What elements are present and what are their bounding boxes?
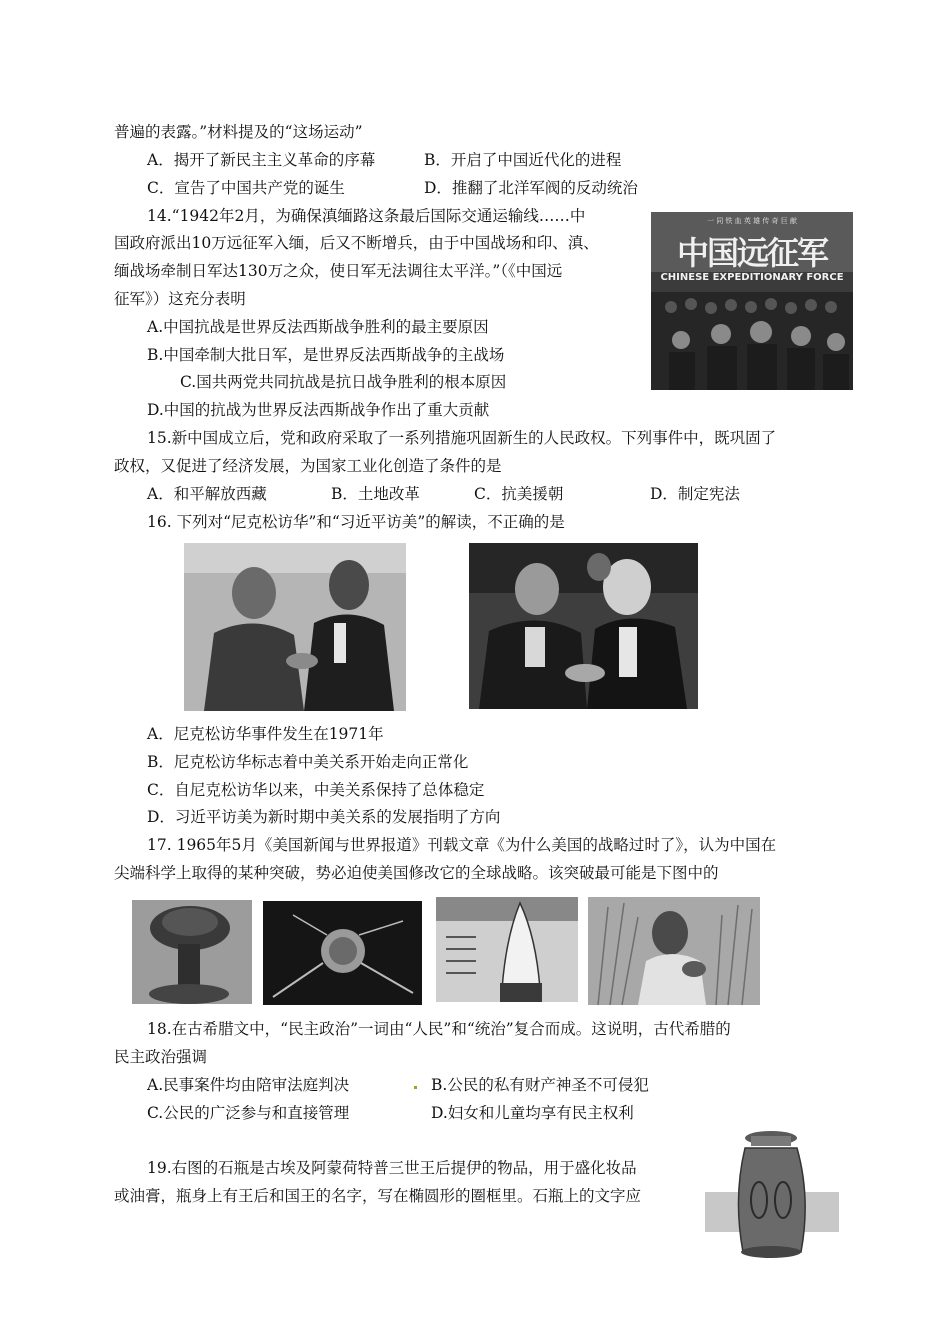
q15-stem-line1: 15.新中国成立后，党和政府采取了一系列措施巩固新生的人民政权。下列事件中，既巩固了 [147,429,777,447]
q18-stem-line1: 18.在古希腊文中，“民主政治”一词由“人民”和“统治”复合而成。这说明，古代希腊的 [147,1020,731,1038]
nixon-visit-photo [184,543,406,711]
q14-option-a: A.中国抗战是世界反法西斯战争胜利的最主要原因 [147,318,489,336]
q18-option-d: D.妇女和儿童均享有民主权利 [431,1104,634,1122]
q16-option-a: A．尼克松访华事件发生在1971年 [147,725,384,743]
q16-option-d: D．习近平访美为新时期中美关系的发展指明了方向 [147,808,501,826]
stray-dot [414,1086,417,1089]
q15-option-a: A．和平解放西藏 [147,485,267,503]
q18-option-b: B.公民的私有财产神圣不可侵犯 [431,1076,649,1094]
q13-option-d: D．推翻了北洋军阀的反动统治 [424,179,638,197]
q15-option-b: B．土地改革 [331,485,420,503]
q15-option-d: D．制定宪法 [650,485,740,503]
q18-option-a: A.民事案件均由陪审法庭判决 [147,1076,350,1094]
q14-stem-line2: 国政府派出10万远征军入缅，后又不断增兵，由于中国战场和印、滇、 [114,234,599,252]
q14-stem-line3: 缅战场牵制日军达130万之众，使日军无法调往太平洋。”（《中国远 [114,262,563,280]
mushroom-cloud-photo [132,900,252,1004]
poster-title: 中国远征军 [676,234,827,272]
expeditionary-force-poster [651,212,853,390]
q13-option-c: C．宣告了中国共产党的诞生 [147,179,345,197]
q18-option-c: C.公民的广泛参与和直接管理 [147,1104,350,1122]
q16-stem: 16. 下列对“尼克松访华”和“习近平访美”的解读，不正确的是 [147,513,565,531]
rice-field-photo [588,897,760,1005]
q14-option-d: D.中国的抗战为世界反法西斯战争作出了重大贡献 [147,401,490,419]
q14-stem-line1: 14.“1942年2月，为确保滇缅路这条最后国际交通运输线……中 [147,207,586,225]
rocket-photo [436,897,578,1002]
q14-option-c: C.国共两党共同抗战是抗日战争胜利的根本原因 [180,373,507,391]
q19-stem-line2: 或油膏，瓶身上有王后和国王的名字，写在椭圆形的圈框里。石瓶上的文字应 [114,1187,642,1205]
q16-option-b: B．尼克松访华标志着中美关系开始走向正常化 [147,753,469,771]
q19-stem-line1: 19.右图的石瓶是古埃及阿蒙荷特普三世王后提伊的物品，用于盛化妆品 [147,1159,637,1177]
q17-stem-line1: 17. 1965年5月《美国新闻与世界报道》刊载文章《为什么美国的战略过时了》，认为中国在 [147,836,777,854]
q16-option-c: C．自尼克松访华以来，中美关系保持了总体稳定 [147,781,485,799]
poster-top-text: 一 同 铁 血 英 雄 传 奇 巨 献 [706,217,798,225]
q17-stem-line2: 尖端科学上取得的某种突破，势必迫使美国修改它的全球战略。该突破最可能是下图中的 [114,864,719,882]
xi-visit-photo [469,543,698,709]
q13-stem-continued: 普遍的表露。”材料提及的“这场运动” [114,123,363,141]
q14-stem-line4: 征军》）这充分表明 [114,290,246,308]
satellite-photo [263,901,422,1005]
poster-english-title: CHINESE EXPEDITIONARY FORCE [660,272,844,283]
q13-option-a: A．揭开了新民主主义革命的序幕 [147,151,376,169]
q15-stem-line2: 政权，又促进了经济发展，为国家工业化创造了条件的是 [114,457,502,475]
q18-stem-line2: 民主政治强调 [114,1048,208,1066]
stone-vase-photo [705,1128,839,1268]
q14-option-b: B.中国牵制大批日军，是世界反法西斯战争的主战场 [147,346,505,364]
q13-option-b: B．开启了中国近代化的进程 [424,151,622,169]
q15-option-c: C．抗美援朝 [474,485,564,503]
